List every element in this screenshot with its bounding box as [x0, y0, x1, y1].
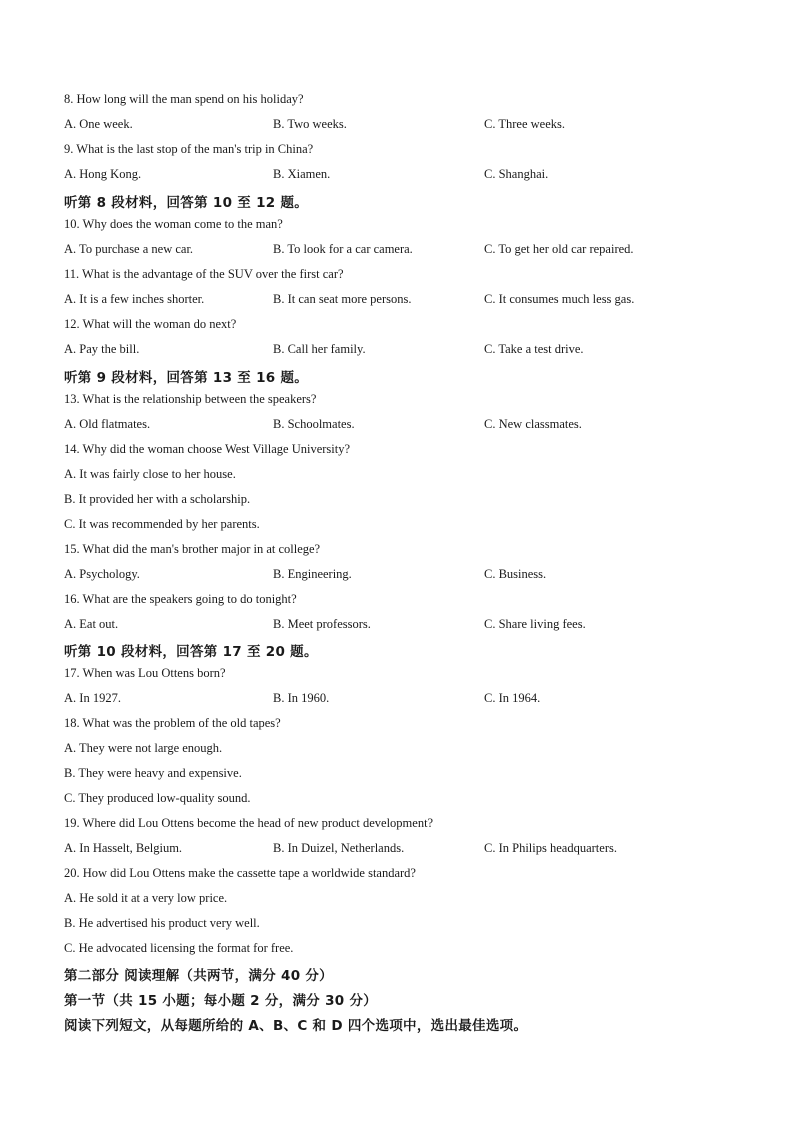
question-9: 9. What is the last stop of the man's trip in China? — [64, 142, 314, 156]
option-c: C. Business. — [484, 567, 547, 581]
question-13: 13. What is the relationship between the speakers? — [64, 392, 317, 406]
question-12: 12. What will the woman do next? — [64, 317, 237, 331]
section-heading-10: 听第 10 段材料，回答第 17 至 20 题。 — [64, 644, 318, 660]
option-c: C. Share living fees. — [484, 617, 586, 631]
option-b: B. Xiamen. — [273, 167, 331, 181]
option-c: C. In 1964. — [484, 691, 541, 705]
option-b: B. It provided her with a scholarship. — [64, 492, 251, 506]
option-b: B. Engineering. — [273, 567, 352, 581]
option-b: B. It can seat more persons. — [273, 292, 412, 306]
option-b: B. Meet professors. — [273, 617, 371, 631]
option-a: A. It is a few inches shorter. — [64, 292, 205, 306]
option-a: A. In 1927. — [64, 691, 121, 705]
option-a: A. Pay the bill. — [64, 342, 140, 356]
option-b: B. Call her family. — [273, 342, 366, 356]
question-19: 19. Where did Lou Ottens become the head of new product development? — [64, 816, 434, 830]
question-18: 18. What was the problem of the old tapes? — [64, 716, 281, 730]
question-11: 11. What is the advantage of the SUV over the first car? — [64, 267, 344, 281]
section-heading-9: 听第 9 段材料，回答第 13 至 16 题。 — [64, 370, 309, 386]
option-c: C. It was recommended by her parents. — [64, 517, 260, 531]
part-two-heading: 第二部分 阅读理解（共两节，满分 40 分） — [64, 968, 333, 984]
option-a: A. Old flatmates. — [64, 417, 151, 431]
option-b: B. He advertised his product very well. — [64, 916, 260, 930]
option-a: A. To purchase a new car. — [64, 242, 194, 256]
question-20: 20. How did Lou Ottens make the cassette tape a worldwide standard? — [64, 866, 416, 880]
option-c: C. Take a test drive. — [484, 342, 584, 356]
option-c: C. Shanghai. — [484, 167, 549, 181]
option-c: C. To get her old car repaired. — [484, 242, 634, 256]
question-8: 8. How long will the man spend on his holiday? — [64, 92, 304, 106]
option-a: A. In Hasselt, Belgium. — [64, 841, 183, 855]
reading-instruction: 阅读下列短文，从每题所给的 A、B、C 和 D 四个选项中，选出最佳选项。 — [64, 1018, 528, 1034]
option-a: A. He sold it at a very low price. — [64, 891, 228, 905]
section-heading-8: 听第 8 段材料，回答第 10 至 12 题。 — [64, 195, 309, 211]
option-a: A. It was fairly close to her house. — [64, 467, 236, 481]
option-b: B. In 1960. — [273, 691, 330, 705]
option-a: A. One week. — [64, 117, 133, 131]
option-c: C. In Philips headquarters. — [484, 841, 617, 855]
option-c: C. They produced low-quality sound. — [64, 791, 251, 805]
question-10: 10. Why does the woman come to the man? — [64, 217, 283, 231]
question-14: 14. Why did the woman choose West Village University? — [64, 442, 351, 456]
option-a: A. Hong Kong. — [64, 167, 142, 181]
option-b: B. They were heavy and expensive. — [64, 766, 242, 780]
question-17: 17. When was Lou Ottens born? — [64, 666, 226, 680]
option-a: A. They were not large enough. — [64, 741, 223, 755]
option-b: B. Two weeks. — [273, 117, 347, 131]
option-b: B. In Duizel, Netherlands. — [273, 841, 405, 855]
option-a: A. Eat out. — [64, 617, 119, 631]
option-c: C. It consumes much less gas. — [484, 292, 635, 306]
option-b: B. Schoolmates. — [273, 417, 355, 431]
section-one-heading: 第一节（共 15 小题；每小题 2 分，满分 30 分） — [64, 993, 378, 1009]
question-16: 16. What are the speakers going to do tonight? — [64, 592, 297, 606]
option-c: C. New classmates. — [484, 417, 582, 431]
question-15: 15. What did the man's brother major in at college? — [64, 542, 321, 556]
option-c: C. Three weeks. — [484, 117, 565, 131]
option-b: B. To look for a car camera. — [273, 242, 413, 256]
option-a: A. Psychology. — [64, 567, 140, 581]
option-c: C. He advocated licensing the format for free. — [64, 941, 294, 955]
